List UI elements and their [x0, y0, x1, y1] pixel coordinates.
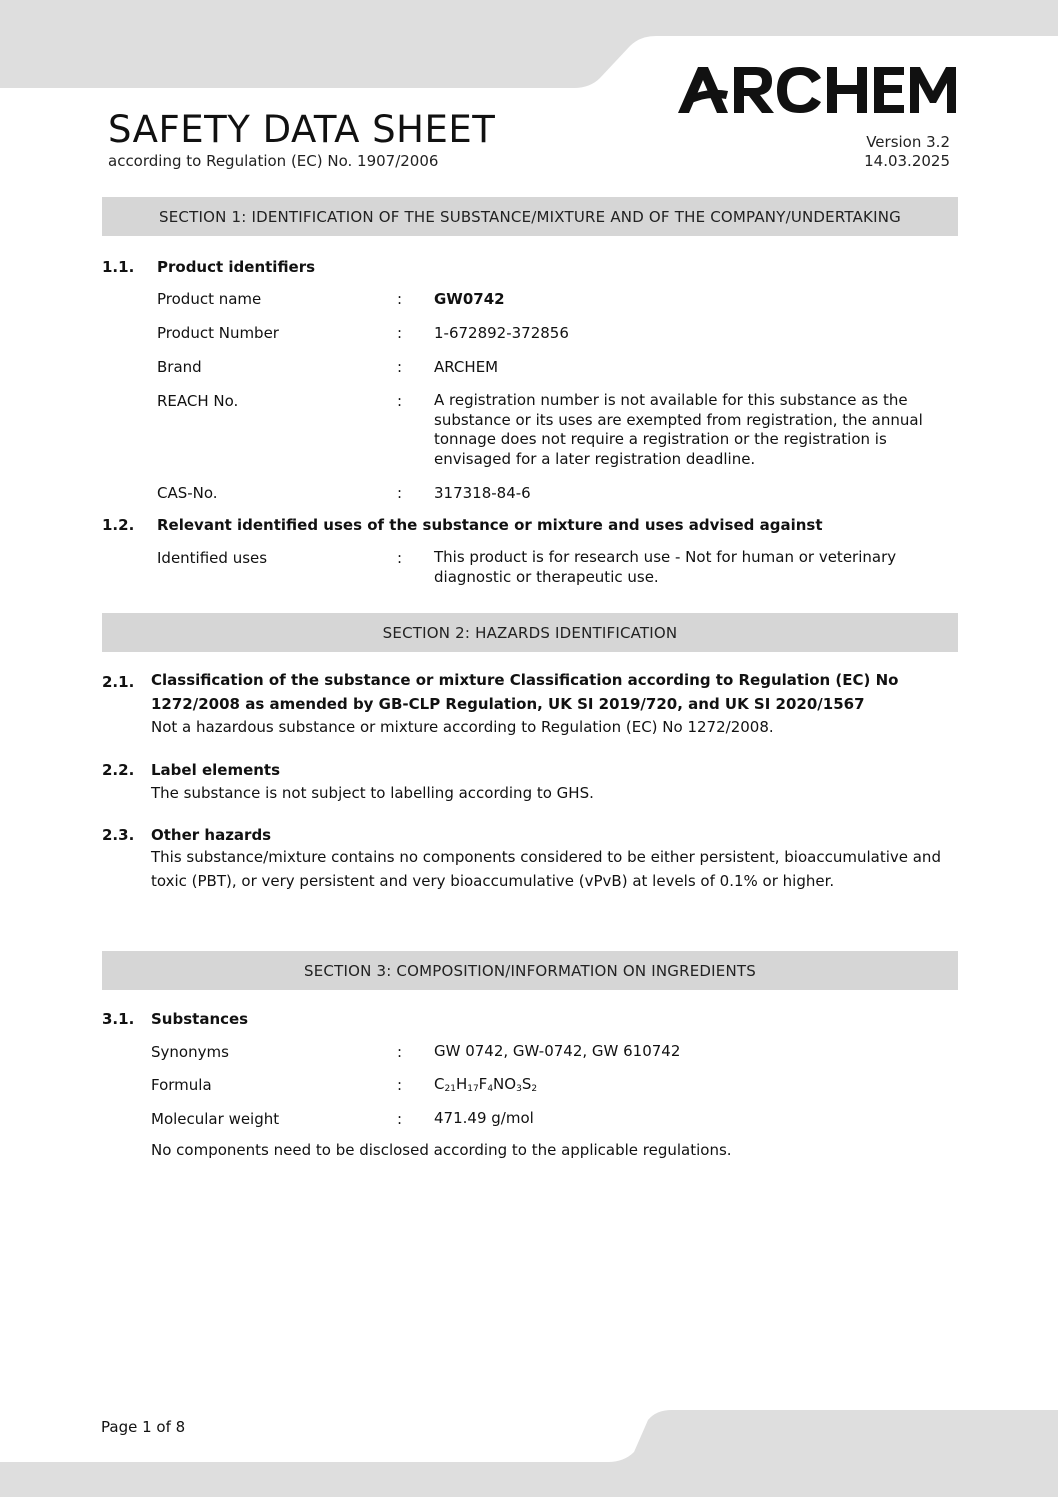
section-3-band: SECTION 3: COMPOSITION/INFORMATION ON INGREDIENTS: [102, 951, 958, 990]
subsection-text: Not a hazardous substance or mixture according to Regulation (EC) No 1272/2008.: [151, 718, 774, 736]
product-number-value: 1-672892-372856: [434, 324, 569, 342]
field-separator: :: [397, 549, 403, 567]
page-number: Page 1 of 8: [101, 1418, 186, 1436]
formula-element: F: [478, 1075, 488, 1093]
subsection-heading: Relevant identified uses of the substance or mixture and uses advised against: [157, 516, 823, 534]
section-1-band: SECTION 1: IDENTIFICATION OF THE SUBSTANCE/MIXTURE AND OF THE COMPANY/UNDERTAKING: [102, 197, 958, 236]
field-separator: :: [397, 1076, 403, 1094]
formula-element: C: [434, 1075, 445, 1093]
subsection-heading: Product identifiers: [157, 258, 316, 276]
field-label: Formula: [151, 1076, 212, 1094]
brand-value: ARCHEM: [434, 358, 499, 376]
subsection-heading: Substances: [151, 1010, 249, 1028]
archem-logo: [676, 63, 959, 115]
disclosure-note: No components need to be disclosed according to the applicable regulations.: [151, 1141, 732, 1159]
subsection-number: 1.1.: [102, 258, 135, 276]
field-separator: :: [397, 1110, 403, 1128]
field-separator: :: [397, 1043, 403, 1061]
synonyms-value: GW 0742, GW-0742, GW 610742: [434, 1042, 681, 1060]
formula-count: 3: [516, 1084, 522, 1094]
field-separator: :: [397, 290, 403, 308]
formula-element: NO: [493, 1075, 517, 1093]
molecular-weight-value: 471.49 g/mol: [434, 1109, 534, 1127]
formula-count: 2: [531, 1084, 538, 1094]
subsection-number: 2.1.: [102, 673, 135, 691]
cas-no-value: 317318-84-6: [434, 484, 531, 502]
field-label: Product Number: [157, 324, 279, 342]
subsection-heading: Other hazards: [151, 826, 272, 844]
subsection-number: 2.3.: [102, 826, 135, 844]
field-separator: :: [397, 484, 403, 502]
field-separator: :: [397, 324, 403, 342]
subsection-heading: Label elements: [151, 761, 281, 779]
field-label: Synonyms: [151, 1043, 229, 1061]
version-label: Version 3.2: [866, 133, 950, 151]
formula-count: 4: [487, 1084, 494, 1094]
identified-uses-value: This product is for research use - Not for human or veterinary diagnostic or therapeutic use.: [434, 548, 897, 586]
reach-no-value: A registration number is not available for this substance as the substance or its uses are exempted from registration, the annual tonnage does not require a registration or the registration is envisaged for a later registration deadline.: [434, 391, 923, 468]
formula-count: 17: [467, 1084, 479, 1094]
section-2-band: SECTION 2: HAZARDS IDENTIFICATION: [102, 613, 958, 652]
formula-element: H: [455, 1075, 468, 1093]
formula-value: [434, 1075, 954, 1100]
field-label: CAS-No.: [157, 484, 218, 502]
field-label: Product name: [157, 290, 262, 308]
subsection-heading: Classification of the substance or mixture Classification according to Regulation (EC) No 1272/2008 as amended by GB-CLP Regulation, UK SI 2019/720, and UK SI 2020/1567: [151, 671, 899, 713]
subsection-number: 1.2.: [102, 516, 135, 534]
field-label: Brand: [157, 358, 202, 376]
subsection-text: This substance/mixture contains no components considered to be either persistent, bioaccumulative and toxic (PBT), or very persistent and very bioaccumulative (vPvB) at levels of 0.1% or higher.: [151, 848, 941, 890]
subsection-number: 3.1.: [102, 1010, 135, 1028]
product-name-value: GW0742: [434, 290, 505, 308]
field-label: Identified uses: [157, 549, 268, 567]
formula-count: 21: [444, 1084, 456, 1094]
subsection-number: 2.2.: [102, 761, 135, 779]
field-label: Molecular weight: [151, 1110, 280, 1128]
subsection-text: The substance is not subject to labelling according to GHS.: [151, 784, 594, 802]
formula-element: S: [521, 1075, 532, 1093]
document-subtitle: according to Regulation (EC) No. 1907/2006: [108, 152, 439, 170]
field-separator: :: [397, 358, 403, 376]
field-label: REACH No.: [157, 392, 239, 410]
document-title: SAFETY DATA SHEET: [108, 108, 496, 151]
issue-date: 14.03.2025: [864, 152, 950, 170]
field-separator: :: [397, 392, 403, 410]
